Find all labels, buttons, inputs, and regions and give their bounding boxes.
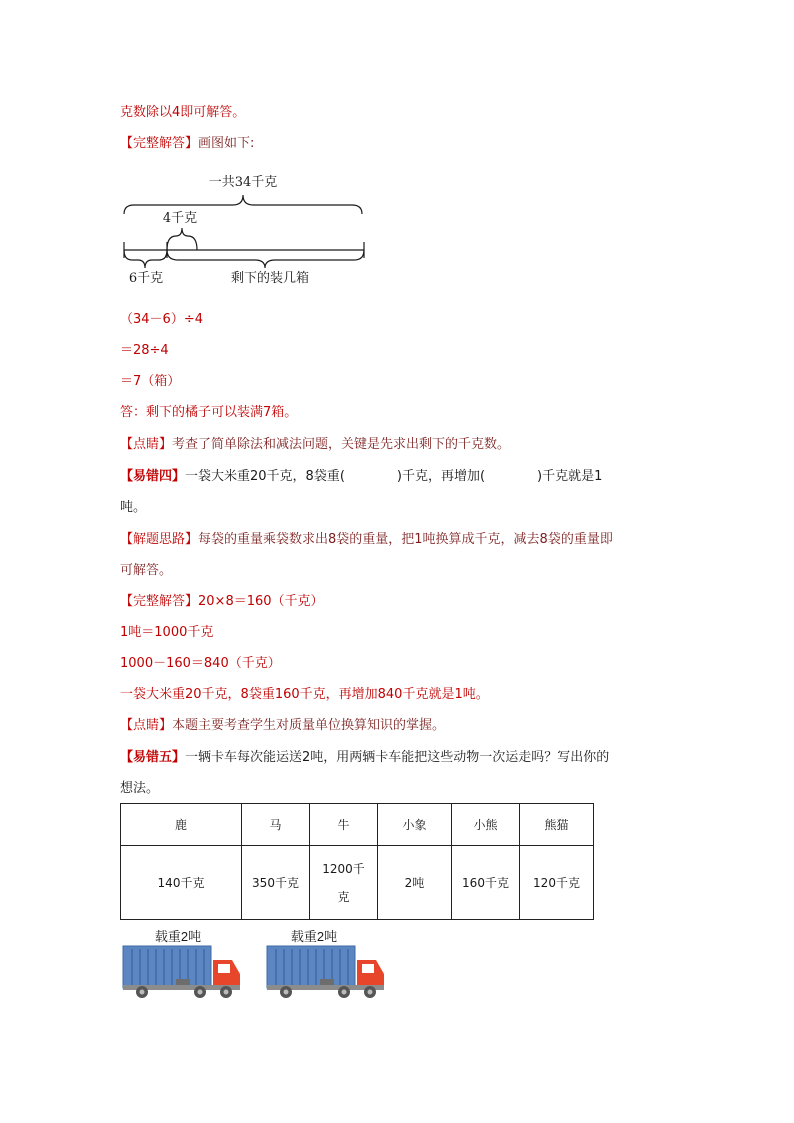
equation-line: （34－6）÷4	[120, 312, 203, 327]
truck-label: 载重2吨	[290, 929, 338, 944]
animal-weight-table	[120, 803, 594, 920]
table-header-row	[121, 804, 594, 846]
complete-answer-line	[120, 135, 254, 153]
text-line: 克数除以4即可解答。	[120, 105, 246, 120]
total-brace	[124, 195, 362, 214]
question-five-line	[120, 749, 609, 767]
table-header-cell: 熊猫	[520, 804, 594, 846]
answer-line: 一袋大米重20千克，8袋重160千克，再增加840千克就是1吨。	[120, 687, 489, 702]
table-cell: 1200千 克	[310, 846, 378, 920]
left-label: 6千克	[128, 271, 164, 286]
table-header-cell: 马	[242, 804, 310, 846]
truck-icon	[120, 928, 242, 1000]
rest-brace	[167, 250, 364, 268]
section-tag: 【点睛】	[120, 437, 173, 452]
section-tag: 【点睛】	[120, 718, 173, 733]
question-text: 一袋大米重20千克，8袋重( )千克，再增加( )千克就是1	[185, 469, 603, 484]
rest-label: 剩下的装几箱	[230, 271, 310, 286]
equation-line: ＝7（箱）	[120, 374, 181, 389]
truck-image	[120, 928, 242, 1000]
section-text: 本题主要考查学生对质量单位换算知识的掌握。	[172, 718, 446, 733]
question-text-continued: 吨。	[120, 500, 147, 515]
answer-line: 答：剩下的橘子可以装满7箱。	[120, 405, 298, 420]
complete-answer-line	[120, 593, 324, 611]
table-cell: 160千克	[452, 846, 520, 920]
table-cell: 120千克	[520, 846, 594, 920]
section-text: 考查了简单除法和减法问题，关键是先求出剩下的千克数。	[172, 437, 511, 452]
equation-line: 1000－160＝840（千克）	[120, 656, 281, 671]
table-header-cell: 小象	[378, 804, 452, 846]
total-label: 一共34千克	[208, 175, 278, 190]
bracket-diagram	[118, 170, 378, 290]
extra-label: 4千克	[162, 211, 198, 226]
table-cell: 140千克	[121, 846, 242, 920]
table-header-cell: 小熊	[452, 804, 520, 846]
equation-line: ＝28÷4	[120, 343, 169, 358]
equation-line: 1吨＝1000千克	[120, 625, 214, 640]
table-cell: 2吨	[378, 846, 452, 920]
table-header-cell: 牛	[310, 804, 378, 846]
note-line	[120, 436, 510, 454]
question-four-line	[120, 468, 602, 486]
table-row	[121, 846, 594, 920]
truck-image	[264, 928, 386, 1000]
table-header-cell: 鹿	[121, 804, 242, 846]
section-text: 画图如下:	[198, 136, 255, 151]
section-tag: 【完整解答】	[120, 594, 199, 609]
section-tag: 【易错五】	[120, 750, 186, 765]
section-tag: 【易错四】	[120, 469, 186, 484]
truck-label: 载重2吨	[154, 929, 202, 944]
section-tag: 【解题思路】	[120, 532, 199, 547]
question-text-continued: 想法。	[120, 781, 160, 796]
extra-brace	[167, 228, 197, 250]
table-cell: 350千克	[242, 846, 310, 920]
section-text: 每袋的重量乘袋数求出8袋的重量，把1吨换算成千克，减去8袋的重量即	[198, 532, 613, 547]
section-tag: 【完整解答】	[120, 136, 199, 151]
truck-icon	[264, 928, 386, 1000]
think-text-continued: 可解答。	[120, 563, 173, 578]
note-line	[120, 717, 445, 735]
think-line	[120, 531, 613, 549]
left-brace	[124, 250, 167, 268]
equation-text: 20×8＝160（千克）	[198, 594, 324, 609]
question-text: 一辆卡车每次能运送2吨，用两辆卡车能把这些动物一次运走吗？写出你的	[185, 750, 610, 765]
